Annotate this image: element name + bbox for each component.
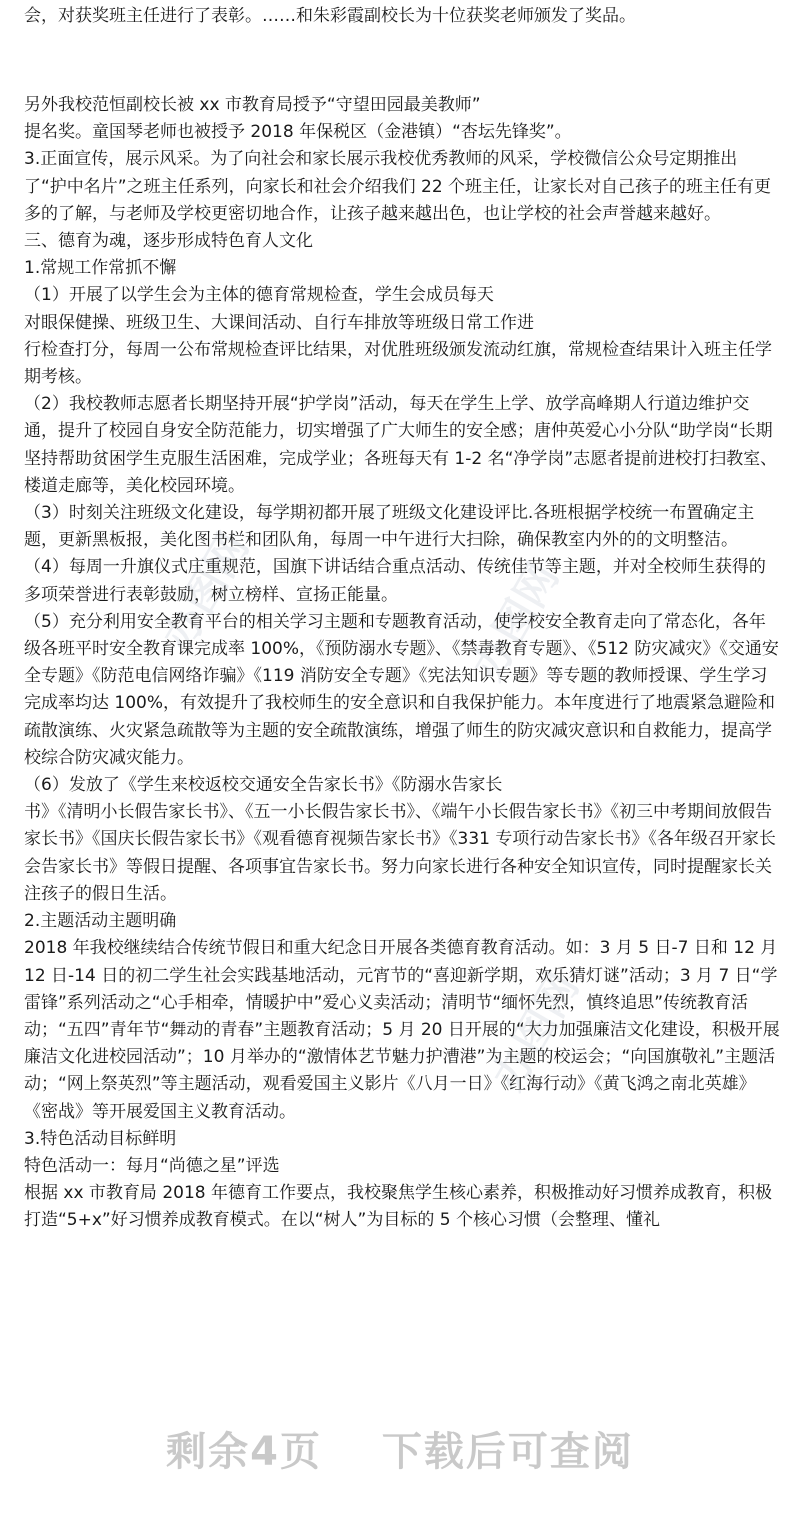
watermark: 办图网 xyxy=(482,964,588,1099)
subheading: 2.主题活动主题明确 xyxy=(24,911,177,932)
document-body xyxy=(24,92,780,1235)
paragraph: （5）充分利用安全教育平台的相关学习主题和专题教育活动，使学校安全教育走向了常态化，各年级各班平时安全教育课完成率 100%，《预防溺水专题》、《禁毒教育专题》、《512 防灾减灾》《交通安全专题》《防范电信网络诈骗》《119 消防安全专题》《宪法知识专题》等专题的教师授课、学生学习完成率均达 100%，有效提升了我校师生的安全意识和自我保护能力。本年度进行了地震紧急避险和疏散演练、火灾紧急疏散等为主题的安全疏散演练，增强了师生的防灾减灾意识和自救能力，提高学校综合防灾减灾能力。 xyxy=(24,611,779,768)
subheading: 1.常规工作常抓不懈 xyxy=(24,258,177,279)
remaining-pages-label: 剩余4页 xyxy=(166,1429,322,1475)
paragraph: 特色活动一：每月“尚德之星”评选 xyxy=(24,1155,280,1176)
paragraph: 3.正面宣传，展示风采。为了向社会和家长展示我校优秀教师的风采，学校微信公众号定期推出了“护中名片”之班主任系列，向家长和社会介绍我们 22 个班主任，让家长对自己孩子的班主任有更多的了解，与老师及学校更密切地合作，让孩子越来越出色，也让学校的社会声誉越来越好。 xyxy=(24,149,772,224)
paragraph: 提名奖。童国琴老师也被授予 2018 年保税区（金港镇）“杏坛先锋奖”。 xyxy=(24,122,572,143)
paragraph: 根据 xx 市教育局 2018 年德育工作要点，我校聚焦学生核心素养，积极推动好习惯养成教育，积极打造“5+x”好习惯养成教育模式。在以“树人”为目标的 5 个核心习惯（会整理、懂礼 xyxy=(24,1183,772,1231)
paragraph: 2018 年我校继续结合传统节假日和重大纪念日开展各类德育教育活动。如：3 月 5 日-7 日和 12 月 12 日-14 日的初二学生社会实践基地活动，元宵节的“喜迎新学期，欢乐猜灯谜”活动；3 月 7 日“学雷锋”系列活动之“心手相牵，情暖护中”爱心义卖活动；清明节“缅怀先烈，慎终追思”传统教育活动；“五四”青年节“舞动的青春”主题教育活动；5 月 20 日开展的“大力加强廉洁文化建设，积极开展廉洁文化进校园活动”；10 月举办的“激情体艺节魅力护漕港”为主题的校运会；“向国旗敬礼”主题活动；“网上祭英烈”等主题活动，观看爱国主义影片《八月一日》《红海行动》《黄飞鸿之南北英雄》《密战》等开展爱国主义教育活动。 xyxy=(24,938,780,1122)
section-heading: 三、德育为魂，逐步形成特色育人文化 xyxy=(24,231,313,252)
paragraph: （2）我校教师志愿者长期坚持开展“护学岗”活动，每天在学生上学、放学高峰期人行道边维护交通，提升了校园自身安全防范能力，切实增强了广大师生的安全感；唐仲英爱心小分队“助学岗“长期坚持帮助贫困学生克服生活困难，完成学业；各班每天有 1-2 名“净学岗”志愿者提前进校打扫教室、楼道走廊等，美化校园环境。 xyxy=(24,394,778,496)
paragraph: （4）每周一升旗仪式庄重规范，国旗下讲话结合重点活动、传统佳节等主题，并对全校师生获得的多项荣誉进行表彰鼓励，树立榜样、宣扬正能量。 xyxy=(24,557,766,605)
paragraph: 另外我校范恒副校长被 xx 市教育局授予“守望田园最美教师” xyxy=(24,95,481,115)
paragraph: （6）发放了《学生来校返校交通安全告家长书》《防溺水告家长 xyxy=(24,775,503,796)
download-prompt[interactable] xyxy=(0,1420,800,1477)
watermark: 办图网 xyxy=(152,524,258,659)
paragraph: 书》《清明小长假告家长书》、《五一小长假告家长书》、《端午小长假告家长书》《初三中考期间放假告家长书》《国庆长假告家长书》《观看德育视频告家长书》《331 专项行动告家长书》《各年级召开家长会告家长书》等假日提醒、各项事宜告家长书。努力向家长进行各种安全知识宣传，同时提醒家长关注孩子的假日生活。 xyxy=(24,802,776,904)
cut-off-text xyxy=(24,0,780,47)
subheading: 3.特色活动目标鲜明 xyxy=(24,1128,177,1149)
paragraph: 会，对获奖班主任进行了表彰。……和朱彩霞副校长为十位获奖老师颁发了奖品。 xyxy=(24,6,636,26)
paragraph: （3）时刻关注班级文化建设，每学期初都开展了班级文化建设评比.各班根据学校统一布置确定主题，更新黑板报，美化图书栏和团队角，每周一中午进行大扫除，确保教室内外的的文明整洁。 xyxy=(24,503,755,551)
watermark: 办图网 xyxy=(462,554,568,689)
paragraph: （1）开展了以学生会为主体的德育常规检查，学生会成员每天 xyxy=(24,285,494,306)
paragraph: 对眼保健操、班级卫生、大课间活动、自行车排放等班级日常工作进 xyxy=(24,312,534,333)
paragraph: 行检查打分，每周一公布常规检查评比结果，对优胜班级颁发流动红旗，常规检查结果计入班主任学期考核。 xyxy=(24,339,772,388)
download-to-view-label[interactable]: 下载后可查阅 xyxy=(381,1429,634,1475)
